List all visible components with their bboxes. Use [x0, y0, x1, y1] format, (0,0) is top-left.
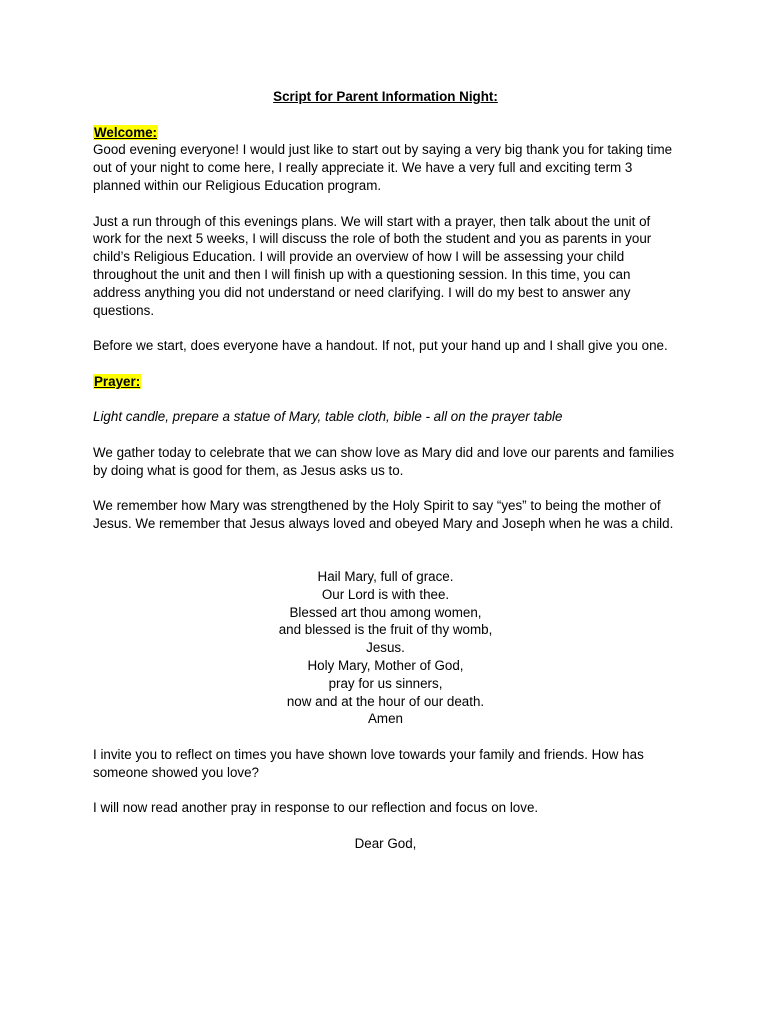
hail-mary-prayer	[93, 568, 678, 728]
prayer-instruction: Light candle, prepare a statue of Mary, table cloth, bible - all on the prayer table	[93, 409, 563, 425]
welcome-paragraph-2: Just a run through of this evenings plans. We will start with a prayer, then talk about the unit of work for the next 5 weeks, I will discuss the role of both the student and you as parents in your child’s Religious Education. I will provide an overview of how I will be assessing your child throughout the unit and then I will finish up with a questioning session. In this time, you can address anything you did not understand or need clarifying. I will do my best to answer any questions.	[93, 213, 652, 318]
hail-mary-line: now and at the hour of our death.	[286, 693, 485, 709]
hail-mary-line: Hail Mary, full of grace.	[317, 568, 454, 584]
hail-mary-line: Holy Mary, Mother of God,	[307, 657, 464, 673]
prayer-paragraph-2: We remember how Mary was strengthened by the Holy Spirit to say “yes” to being the mother of Jesus. We remember that Jesus always loved and obeyed Mary and Joseph when he was a child.	[93, 498, 674, 532]
prayer-heading-text: Prayer:	[94, 373, 141, 389]
prayer-paragraph-1: We gather today to celebrate that we can show love as Mary did and love our parents and families by doing what is good for them, as Jesus asks us to.	[93, 444, 675, 478]
next-prayer-paragraph: I will now read another pray in response to our reflection and focus on love.	[93, 800, 539, 816]
welcome-heading	[93, 124, 678, 142]
document-page	[93, 88, 678, 853]
welcome-paragraph-1: Good evening everyone! I would just like to start out by saying a very big thank you for taking time out of your night to come here, I really appreciate it. We have a very full and exciting term 3 planned within our Religious Education program.	[93, 142, 673, 193]
prayer-heading	[93, 373, 678, 391]
hail-mary-line: Blessed art thou among women,	[289, 604, 482, 620]
document-title: Script for Parent Information Night:	[273, 89, 498, 104]
hail-mary-line: pray for us sinners,	[328, 675, 443, 691]
hail-mary-line: Our Lord is with thee.	[321, 586, 450, 602]
reflection-paragraph: I invite you to reflect on times you have shown love towards your family and friends. How has someone showed you love?	[93, 746, 644, 780]
hail-mary-line: Jesus.	[366, 640, 405, 656]
dear-god-line: Dear God,	[354, 835, 417, 851]
welcome-paragraph-3: Before we start, does everyone have a handout. If not, put your hand up and I shall give you one.	[93, 338, 668, 354]
hail-mary-line: and blessed is the fruit of thy womb,	[278, 622, 493, 638]
hail-mary-line: Amen	[368, 711, 403, 727]
welcome-heading-text: Welcome:	[94, 124, 158, 140]
